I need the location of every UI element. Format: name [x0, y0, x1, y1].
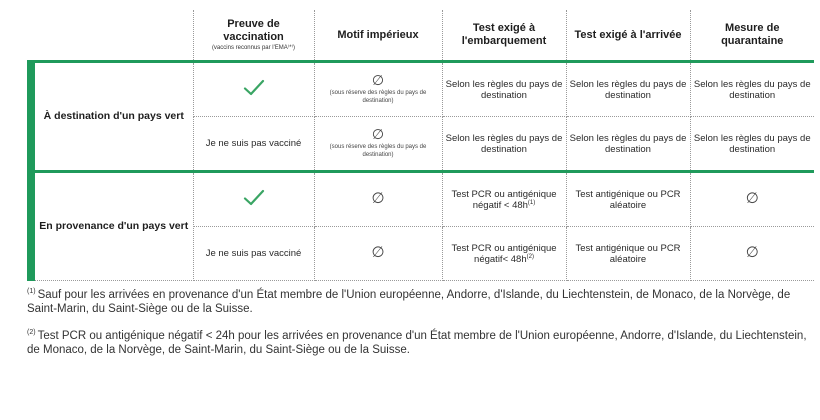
footnote-1-text: Sauf pour les arrivées en provenance d'un État membre de l'Union européenne, Andorre, d'Islande, du Liechtenstein, de Monaco, de la Norvège, de Saint-Marin, du Saint-Siège ou de la Suisse.	[27, 289, 791, 315]
footnote-ref: (1)	[527, 199, 536, 206]
group-destination-label: À destination d'un pays vert	[31, 62, 193, 172]
cell-quarantine: Selon les règles du pays de destination	[690, 62, 814, 117]
cell-arrival-test: Selon les règles du pays de destination	[566, 117, 690, 172]
travel-rules-table	[27, 10, 814, 281]
header-vaccination-proof-sub: (vaccins reconnus par l'EMA⁽*⁾)	[211, 45, 296, 51]
footnote-1	[27, 288, 812, 316]
cell-boarding-test-text: Test PCR ou antigénique négatif < 48h	[451, 188, 557, 211]
header-compelling-reason: Motif impérieux	[314, 10, 442, 62]
footnote-2-text: Test PCR ou antigénique négatif < 24h pour les arrivées en provenance d'un État membre de l'Union européenne, Andorre, d'Islande, du Liechtenstein, de Monaco, de la Norvège, de Saint-Marin, du Saint-Siège ou de la Suisse.	[27, 330, 807, 356]
header-boarding-test: Test exigé à l'embarquement	[442, 10, 566, 62]
cell-compelling-reason	[314, 117, 442, 172]
table-row	[31, 62, 814, 117]
header-corner	[31, 10, 193, 62]
checkmark-icon	[243, 79, 265, 97]
cell-compelling-reason	[314, 227, 442, 281]
header-quarantine: Mesure de quarantaine	[690, 10, 814, 62]
cell-not-vaccinated: Je ne suis pas vacciné	[193, 117, 314, 172]
cell-compelling-reason	[314, 62, 442, 117]
cell-quarantine	[690, 172, 814, 227]
cell-compelling-reason	[314, 172, 442, 227]
header-vaccination-proof	[193, 10, 314, 62]
cell-boarding-test-text: Test PCR ou antigénique négatif< 48h	[451, 242, 557, 265]
cell-boarding-test: Selon les règles du pays de destination	[442, 62, 566, 117]
cell-quarantine: Selon les règles du pays de destination	[690, 117, 814, 172]
empty-set-symbol: ∅	[745, 189, 759, 207]
cell-boarding-test: Selon les règles du pays de destination	[442, 117, 566, 172]
footnote-ref: (2)	[526, 253, 534, 260]
empty-set-symbol: ∅	[371, 73, 385, 89]
cell-not-vaccinated: Je ne suis pas vacciné	[193, 227, 314, 281]
header-arrival-test: Test exigé à l'arrivée	[566, 10, 690, 62]
cell-arrival-test: Selon les règles du pays de destination	[566, 62, 690, 117]
group-provenance-label: En provenance d'un pays vert	[31, 172, 193, 281]
travel-rules-table-wrapper	[27, 10, 810, 281]
cell-boarding-test	[442, 227, 566, 281]
footnote-2-mark: (2)	[27, 329, 36, 337]
empty-set-symbol: ∅	[371, 127, 385, 143]
table-row	[31, 172, 814, 227]
empty-set-symbol: ∅	[745, 243, 759, 261]
cell-note: (sous réserve des règles du pays de destination)	[329, 90, 427, 104]
cell-vaccinated-check	[193, 172, 314, 227]
empty-set-symbol: ∅	[371, 189, 385, 207]
cell-quarantine	[690, 227, 814, 281]
empty-set-symbol: ∅	[371, 243, 385, 261]
footnote-2	[27, 329, 812, 357]
cell-vaccinated-check	[193, 62, 314, 117]
checkmark-icon	[243, 189, 265, 207]
footnotes	[27, 288, 812, 370]
cell-arrival-test: Test antigénique ou PCR aléatoire	[566, 172, 690, 227]
header-vaccination-proof-title: Preuve de vaccination	[223, 18, 284, 43]
header-row	[31, 10, 814, 62]
cell-note: (sous réserve des règles du pays de destination)	[329, 144, 427, 158]
footnote-1-mark: (1)	[27, 288, 36, 296]
cell-boarding-test	[442, 172, 566, 227]
cell-arrival-test: Test antigénique ou PCR aléatoire	[566, 227, 690, 281]
